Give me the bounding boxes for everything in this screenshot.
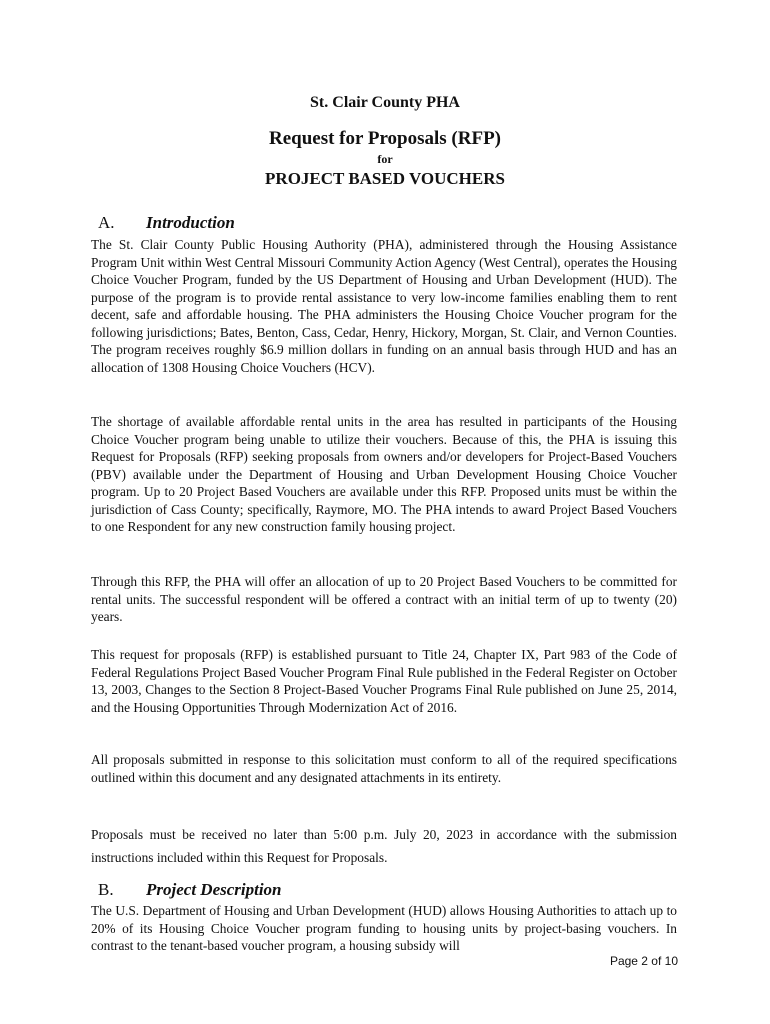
paragraph-deadline: Proposals must be received no later than 5:00 p.m. July 20, 2023 in accordance with the submission instructions included within this Request for Proposals. (91, 827, 677, 865)
paragraph: This request for proposals (RFP) is established pursuant to Title 24, Chapter IX, Part 983 of the Code of Federal Regulations Project Based Voucher Program Final Rule published in the Federal Register on October 13, 2003, Changes to the Section 8 Project-Based Voucher Programs Final Rule published on June 25, 2014, and the Housing Opportunities Through Modernization Act of 2016. (91, 647, 677, 715)
document-subtitle: PROJECT BASED VOUCHERS (265, 169, 505, 188)
document-title: Request for Proposals (RFP) (268, 128, 502, 149)
section-title: Project Description (146, 880, 282, 899)
section-title: Introduction (146, 213, 235, 232)
page-number: Page 2 of 10 (609, 954, 678, 968)
paragraph: The U.S. Department of Housing and Urban Development (HUD) allows Housing Authorities to attach up to 20% of its Housing Choice Voucher program funding to housing units by project-basing vouchers. In contrast to the tenant-based voucher program, a housing subsidy will (91, 903, 677, 953)
section-heading-project-description (98, 880, 282, 902)
section-heading-introduction (98, 213, 235, 235)
paragraph: The shortage of available affordable rental units in the area has resulted in participants of the Housing Choice Voucher program being unable to utilize their vouchers. Because of this, the PHA is issuing this Request for Proposals (RFP) seeking proposals from owners and/or developers for Project-Based Vouchers (PBV) available under the Department of Housing and Urban Development Housing Choice Voucher program. Up to 20 Project Based Vouchers are available under this RFP. Proposed units must be within the jurisdiction of Cass County; specifically, Raymore, MO. The PHA intends to award Project Based Vouchers to one Respondent for any new construction family housing project. (91, 414, 677, 534)
organization-name: St. Clair County PHA (310, 94, 460, 111)
section-letter: B. (98, 880, 114, 899)
for-label: for (377, 152, 393, 166)
paragraph: The St. Clair County Public Housing Authority (PHA), administered through the Housing Assistance Program Unit within West Central Missouri Community Action Agency (West Central), operates the Housing Choice Voucher Program, funded by the US Department of Housing and Urban Development (HUD). The purpose of the program is to provide rental assistance to very low-income families enabling them to rent decent, safe and affordable housing. The PHA administers the Housing Choice Voucher program for the following jurisdictions; Bates, Benton, Cass, Cedar, Henry, Hickory, Morgan, St. Clair, and Vernon Counties. The program receives roughly $6.9 million dollars in funding on an annual basis through HUD and has an allocation of 1308 Housing Choice Vouchers (HCV). (91, 237, 677, 375)
section-letter: A. (98, 213, 115, 232)
paragraph: All proposals submitted in response to this solicitation must conform to all of the required specifications outlined within this document and any designated attachments in its entirety. (91, 752, 677, 785)
paragraph: Through this RFP, the PHA will offer an allocation of up to 20 Project Based Vouchers to be committed for rental units. The successful respondent will be offered a contract with an initial term of up to twenty (20) years. (91, 574, 677, 624)
